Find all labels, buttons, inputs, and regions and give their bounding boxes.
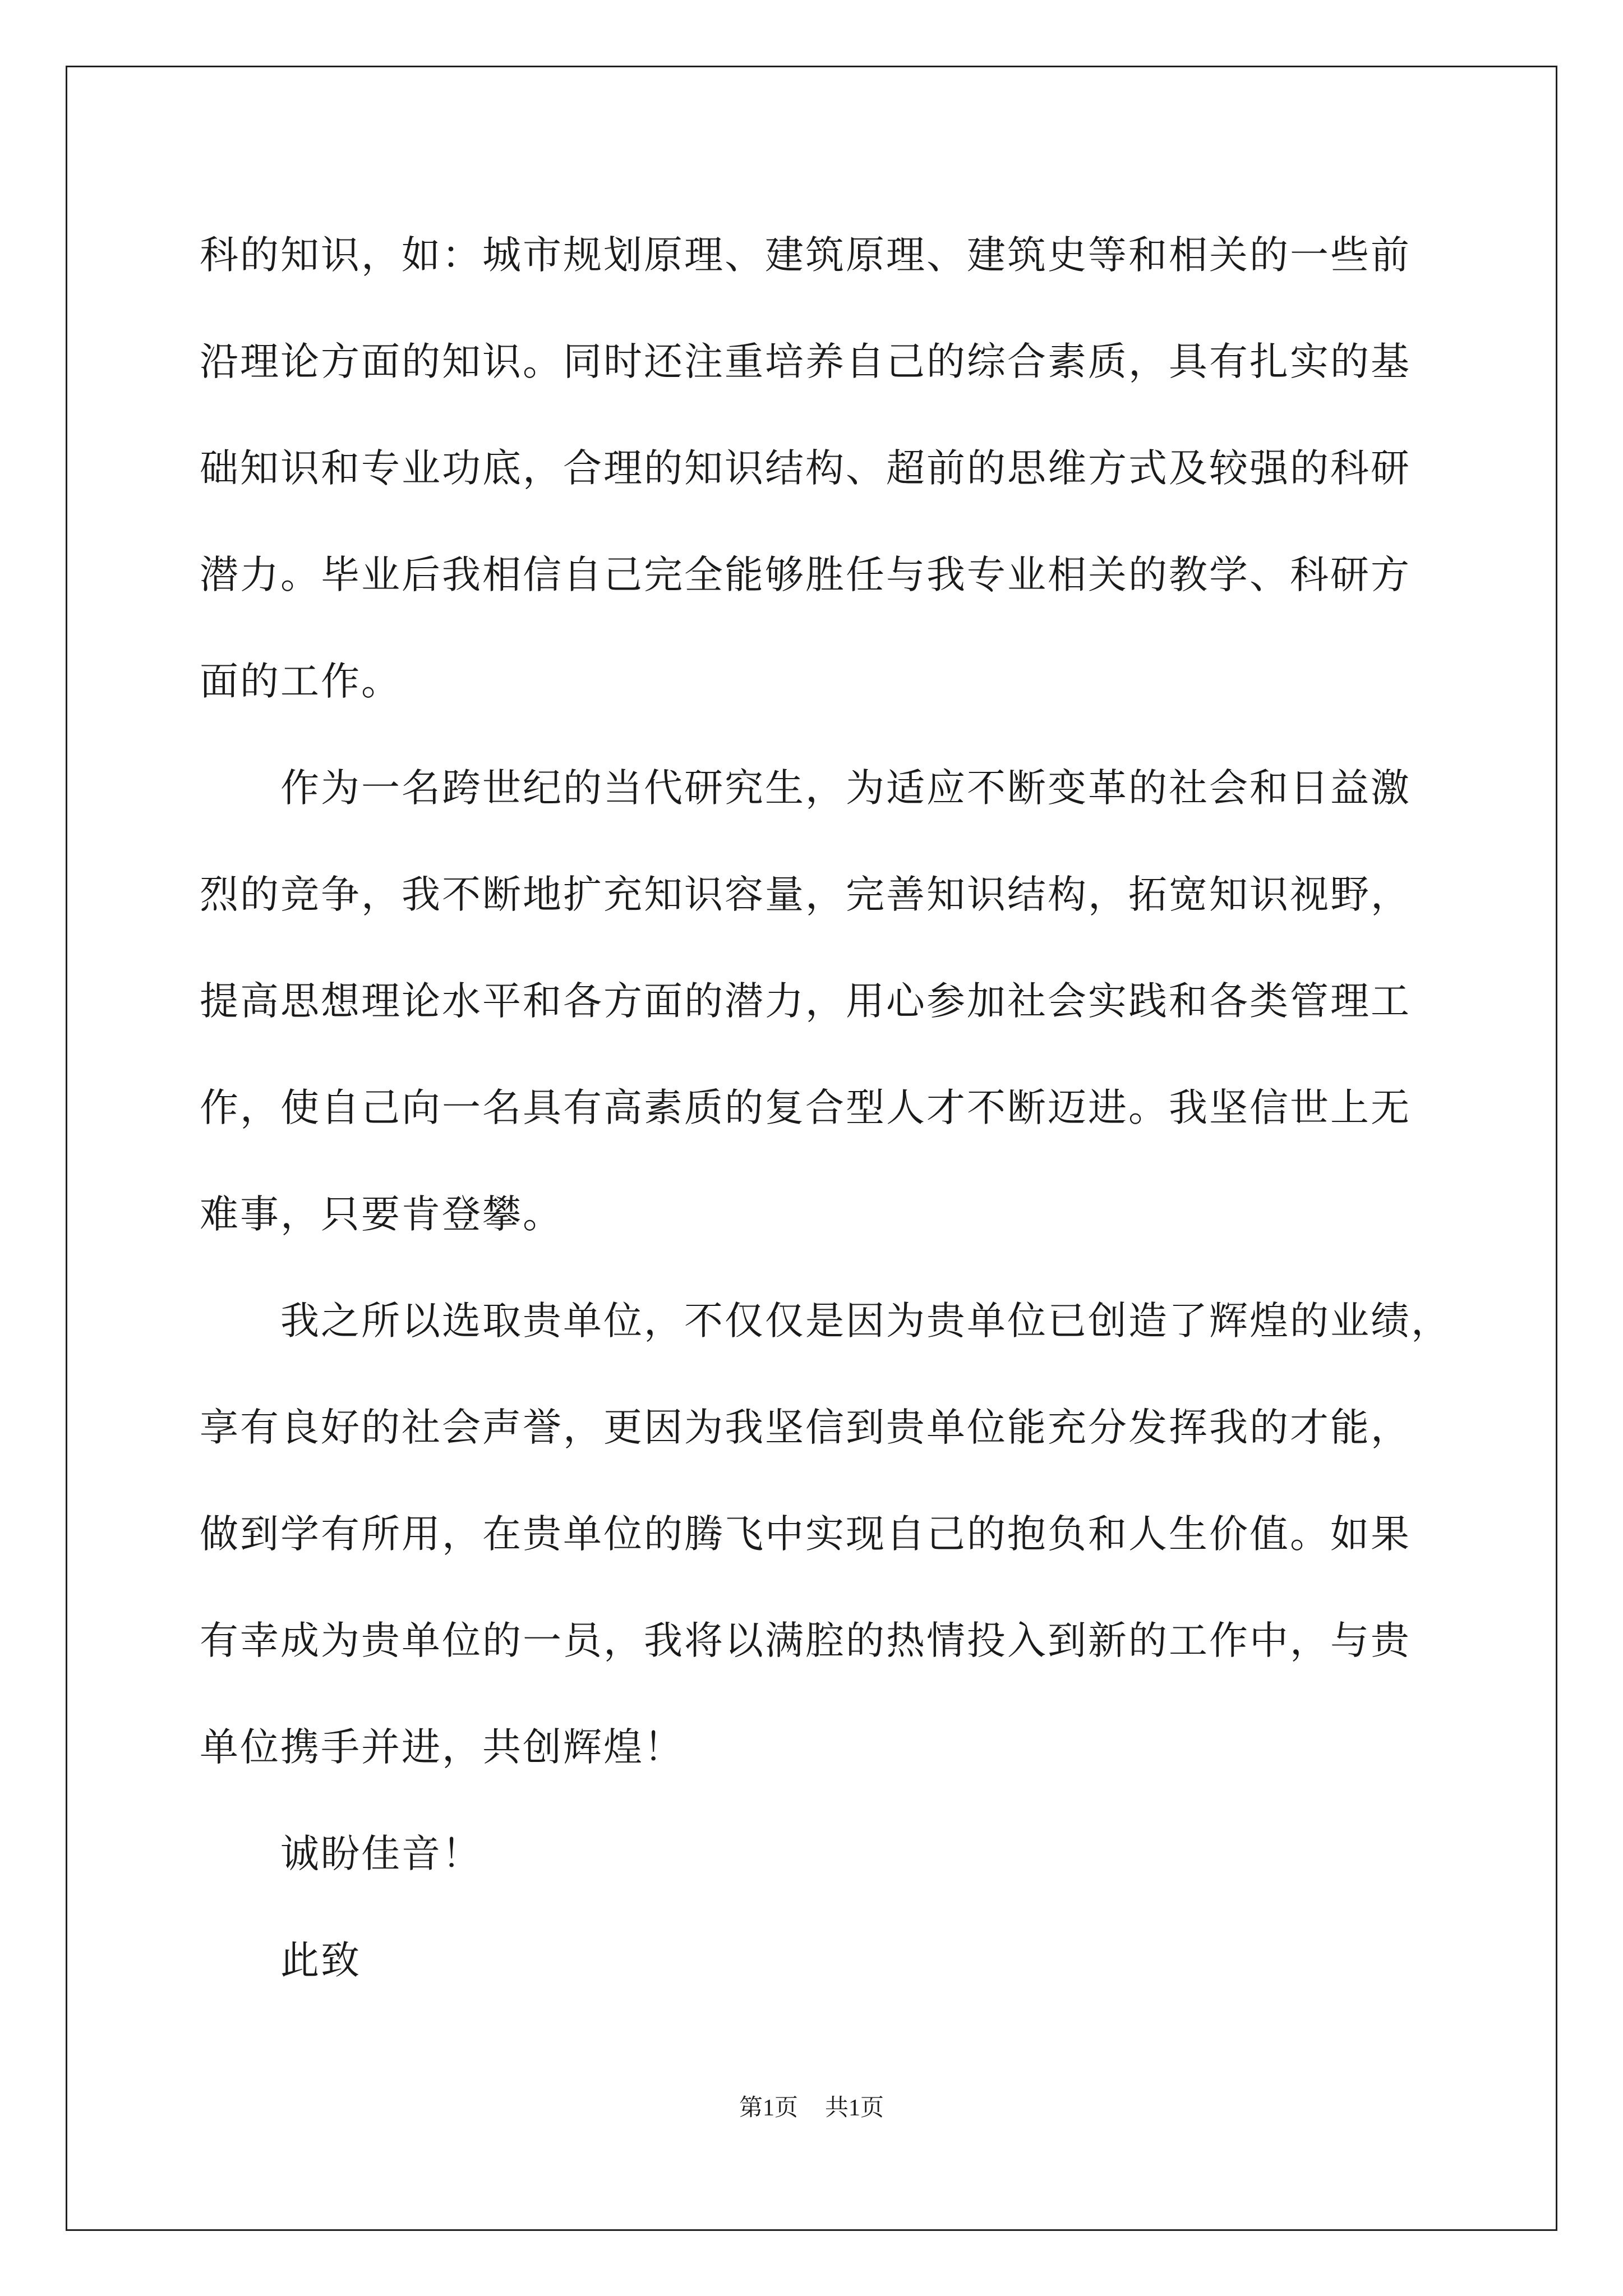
- text-line: 单位携手并进，共创辉煌！: [200, 1725, 684, 1770]
- page-total: 共1页: [825, 2095, 884, 2121]
- letter-body: [200, 202, 1451, 2014]
- text-line: 我之所以选取贵单位，不仅仅是因为贵单位已创造了辉煌的业绩，: [280, 1299, 1451, 1343]
- text-line: 有幸成为贵单位的一员，我将以满腔的热情投入到新的工作中，与贵: [200, 1618, 1411, 1663]
- text-line: 享有良好的社会声誉，更因为我坚信到贵单位能充分发挥我的才能，: [200, 1405, 1411, 1450]
- page-number: 第1页: [739, 2095, 798, 2121]
- text-line: 面的工作。: [200, 659, 402, 704]
- text-line: 沿理论方面的知识。同时还注重培养自己的综合素质，具有扎实的基: [200, 339, 1411, 384]
- text-line: 做到学有所用，在贵单位的腾飞中实现自己的抱负和人生价值。如果: [200, 1512, 1411, 1557]
- text-line: 础知识和专业功底，合理的知识结构、超前的思维方式及较强的科研: [200, 446, 1411, 491]
- text-line: 作，使自己向一名具有高素质的复合型人才不断迈进。我坚信世上无: [200, 1085, 1411, 1130]
- text-line: 烈的竞争，我不断地扩充知识容量，完善知识结构，拓宽知识视野，: [200, 872, 1411, 917]
- text-line: 作为一名跨世纪的当代研究生，为适应不断变革的社会和日益激: [280, 766, 1411, 811]
- text-line: 难事，只要肯登攀。: [200, 1192, 563, 1237]
- page-footer: [0, 2091, 1623, 2125]
- salutation-line: 此致: [280, 1938, 361, 1983]
- text-line: 科的知识，如：城市规划原理、建筑原理、建筑史等和相关的一些前: [200, 233, 1411, 278]
- text-line: 潜力。毕业后我相信自己完全能够胜任与我专业相关的教学、科研方: [200, 553, 1411, 597]
- closing-line: 诚盼佳音！: [280, 1832, 482, 1876]
- text-line: 提高思想理论水平和各方面的潜力，用心参加社会实践和各类管理工: [200, 979, 1411, 1024]
